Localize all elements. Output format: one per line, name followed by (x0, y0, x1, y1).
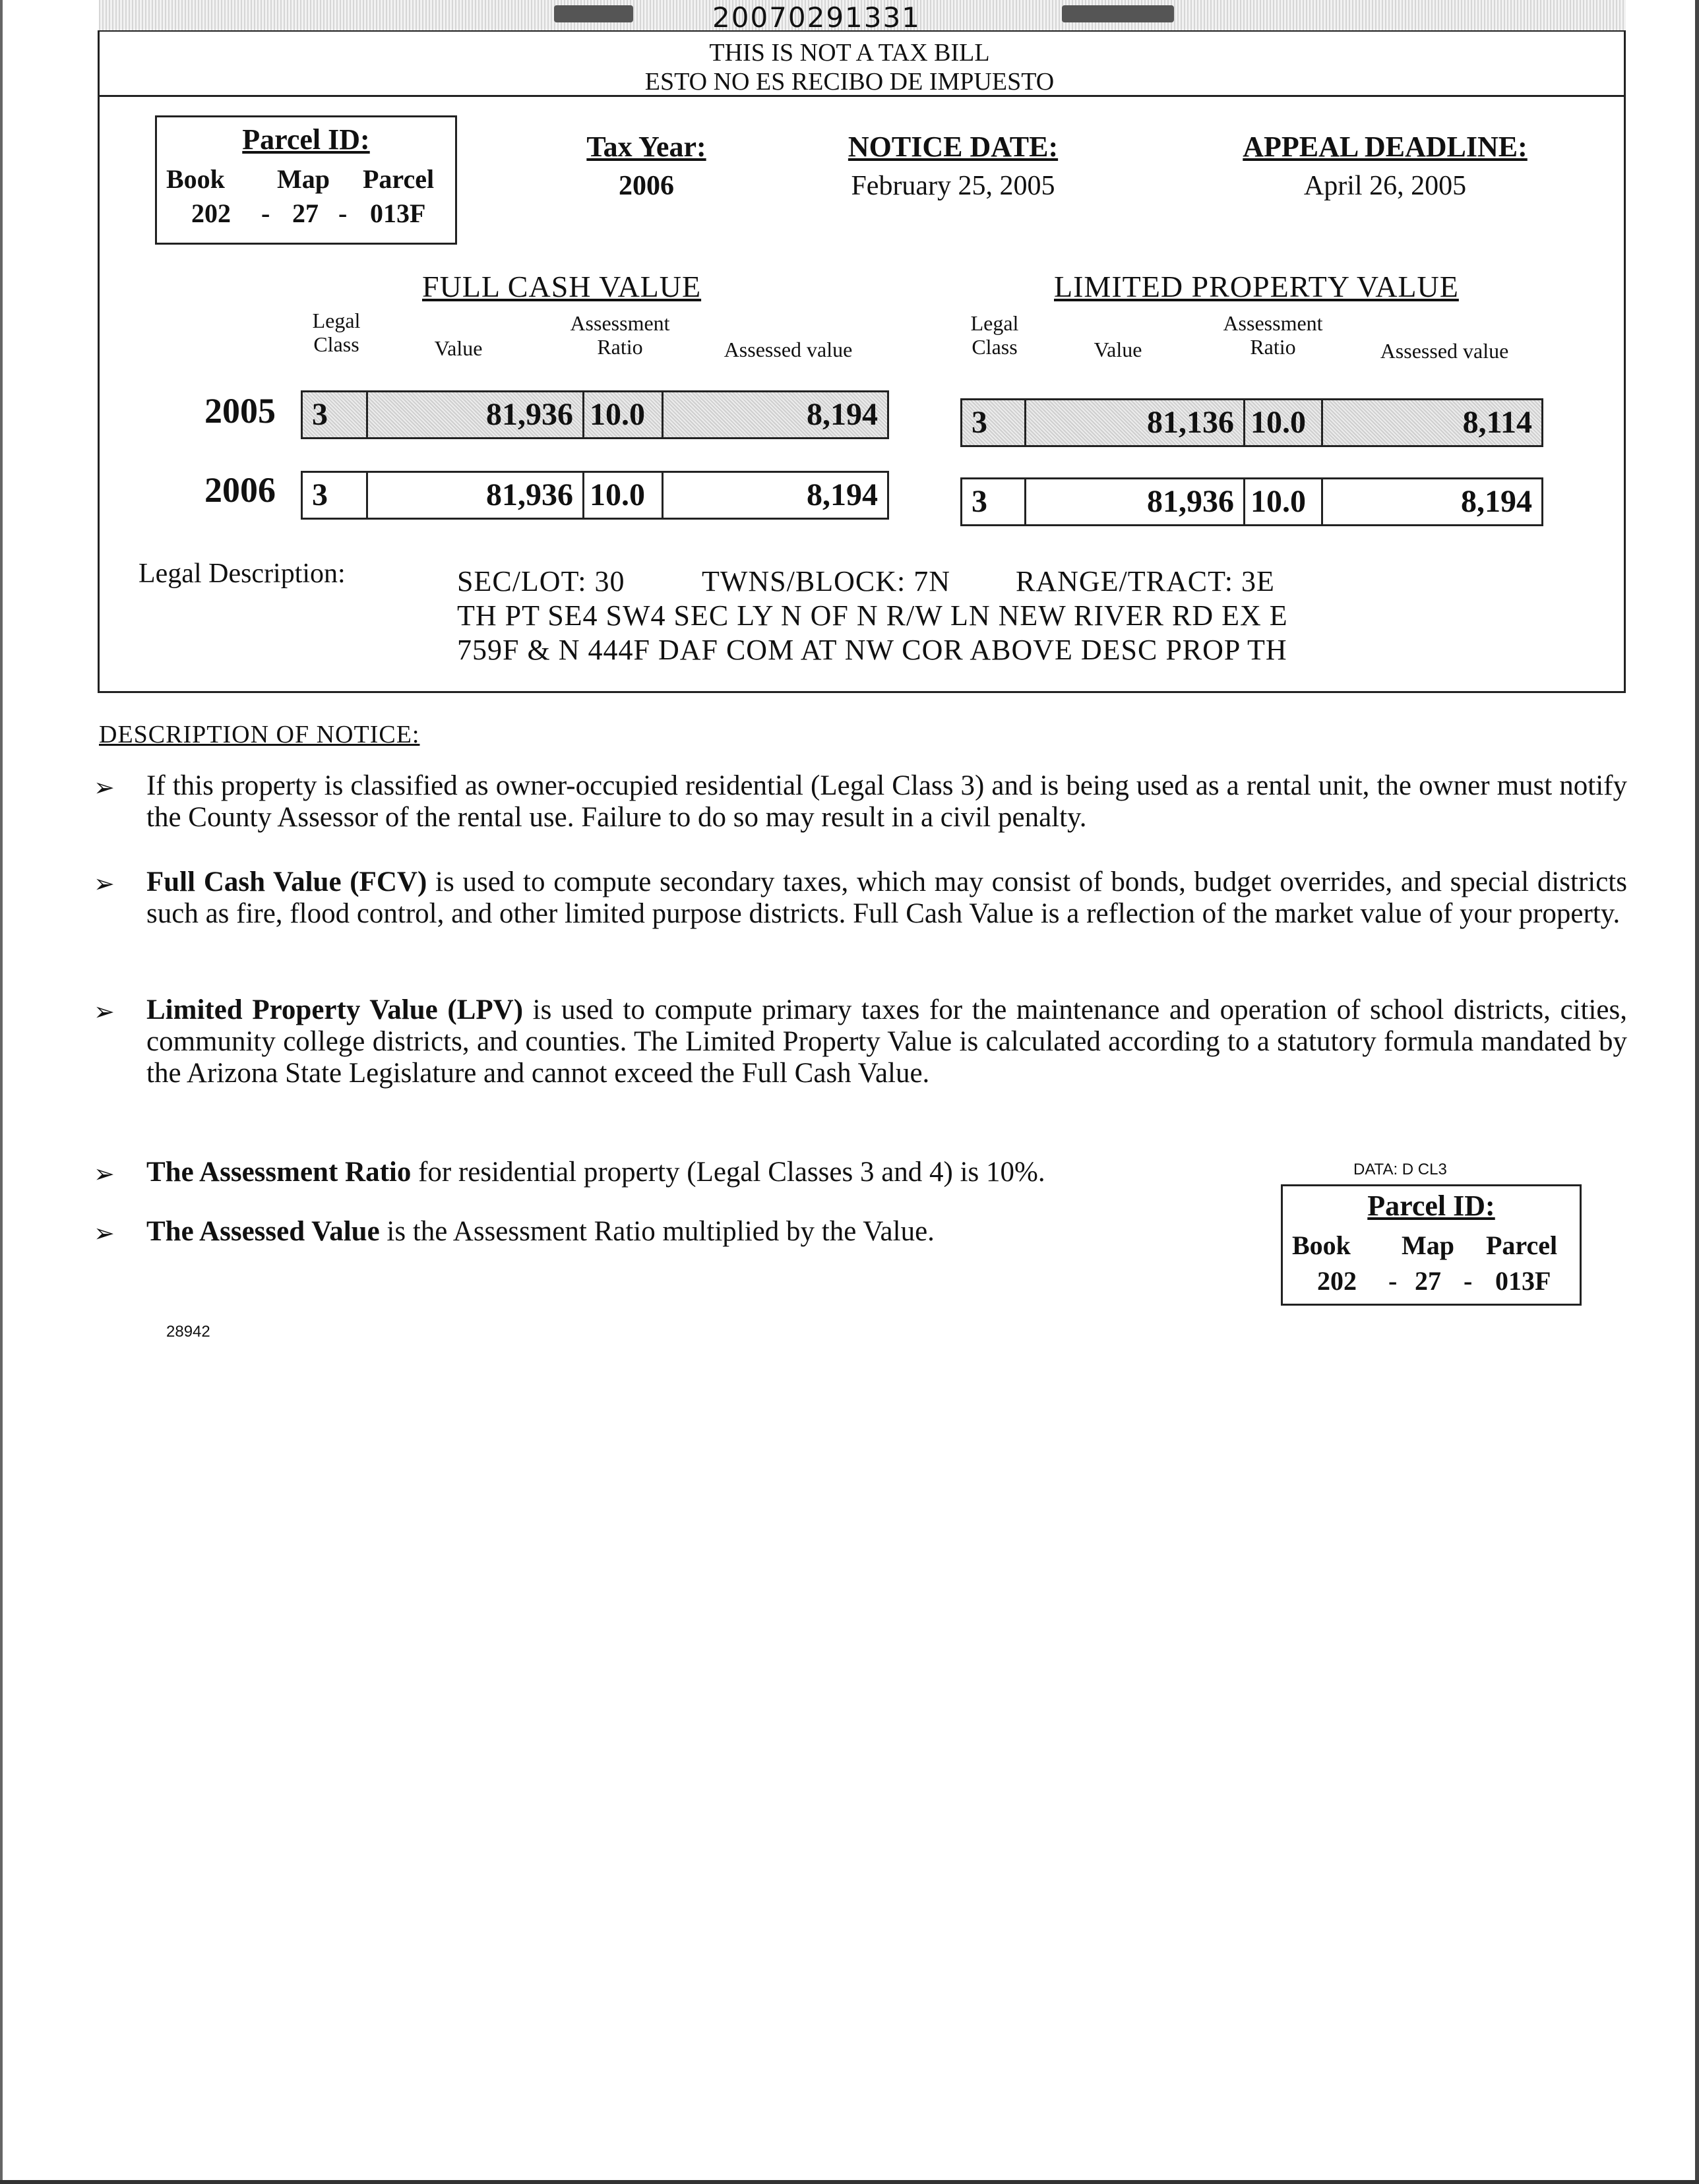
fcv-assessment-label: Assessment (570, 311, 670, 335)
legal-description-line-3: 759F & N 444F DAF COM AT NW COR ABOVE DESC PROP TH (457, 634, 1287, 666)
bullet-text: is used to compute secondary taxes, which may consist of bonds, budget overrides, and special districts such as fire, flood control, and other limited purpose districts. Full Cash Value is a reflection of the market value of your property. (146, 866, 1627, 929)
arrow-bullet-icon: ➢ (94, 1159, 115, 1188)
lpv-class-label: Class (972, 335, 1018, 359)
tax-year-value: 2006 (619, 171, 674, 201)
parcel-id-box-bottom (1281, 1184, 1582, 1306)
fcv-ratio-word: Ratio (597, 335, 643, 359)
ratio-cell: 10.0 (582, 392, 662, 437)
value-cell: 81,136 (1024, 400, 1243, 445)
ratio-cell: 10.0 (582, 473, 662, 518)
document-number: 20070291331 (712, 1, 921, 34)
bullet-limited-property-value (146, 994, 1627, 1089)
arrow-bullet-icon: ➢ (94, 773, 115, 802)
legal-class-cell: 3 (312, 477, 328, 512)
not-a-tax-bill-notice-spanish: ESTO NO ES RECIBO DE IMPUESTO (644, 68, 1055, 96)
page-edge-right (1695, 0, 1699, 2184)
lpv-ratio-word: Ratio (1250, 335, 1296, 359)
year-label: 2005 (204, 391, 276, 431)
parcel-header: Parcel (1486, 1230, 1558, 1260)
assessed-value-cell: 8,194 (662, 473, 887, 518)
legal-description-label: Legal Description: (139, 559, 346, 589)
fcv-row-2006 (301, 471, 889, 520)
bullet-text: If this property is classified as owner-occupied residential (Legal Class 3) and is being used as a rental unit, the owner must notify the County Assessor of the rental use. Failure to do so may result in a civil penalty. (146, 770, 1627, 833)
parcel-header: Parcel (363, 164, 435, 194)
separator: - (1464, 1266, 1473, 1296)
cut-off-heading-fragment (1062, 5, 1174, 22)
fcv-legal-class-label (297, 309, 376, 356)
bullet-bold: Full Cash Value (FCV) (146, 866, 427, 897)
year-label: 2006 (204, 470, 276, 510)
parcel-id-title: Parcel ID: (242, 123, 370, 156)
lpv-value-label: Value (1094, 338, 1142, 361)
notice-date-value: February 25, 2005 (851, 171, 1055, 201)
legal-class-cell: 3 (312, 397, 328, 432)
value-cell: 81,936 (366, 473, 582, 518)
assessed-value-cell: 8,114 (1321, 400, 1541, 445)
limited-property-value-title: LIMITED PROPERTY VALUE (1054, 270, 1459, 303)
assessed-value-cell: 8,194 (662, 392, 887, 437)
lpv-row-2005 (960, 398, 1543, 447)
fcv-value-label: Value (434, 336, 483, 360)
appeal-deadline-label: APPEAL DEADLINE: (1243, 131, 1528, 163)
sec-lot: SEC/LOT: 30 (457, 565, 625, 597)
arrow-bullet-icon: ➢ (94, 1219, 115, 1248)
cut-off-heading-fragment (554, 5, 633, 22)
bullet-bold: The Assessment Ratio (146, 1157, 412, 1188)
page-edge-bottom (0, 2180, 1699, 2184)
header-strip (99, 0, 1626, 32)
range-tract: RANGE/TRACT: 3E (1016, 565, 1275, 597)
twns-block: TWNS/BLOCK: 7N (702, 565, 950, 597)
fcv-row-2005 (301, 390, 889, 439)
parcel-id-title: Parcel ID: (1367, 1190, 1495, 1222)
not-a-tax-bill-notice: THIS IS NOT A TAX BILL (709, 39, 990, 67)
bullet-bold: The Assessed Value (146, 1216, 380, 1247)
map-header: Map (277, 164, 330, 194)
book-value: 202 (1317, 1266, 1357, 1296)
data-code: DATA: D CL3 (1353, 1161, 1447, 1178)
legal-class-cell: 3 (972, 405, 987, 440)
lpv-assessment-label: Assessment (1223, 311, 1323, 335)
legal-class-cell: 3 (972, 484, 987, 519)
lpv-legal-label: Legal (970, 311, 1019, 335)
lpv-row-2006 (960, 477, 1543, 526)
fcv-legal-label: Legal (312, 309, 361, 332)
notice-date-label: NOTICE DATE: (848, 131, 1059, 163)
value-cell: 81,936 (1024, 479, 1243, 524)
book-value: 202 (191, 198, 231, 228)
fcv-ratio-label (547, 311, 693, 359)
legal-description-line-2: TH PT SE4 SW4 SEC LY N OF N R/W LN NEW RIVER RD EX E (457, 599, 1288, 632)
separator: - (261, 198, 270, 228)
bullet-full-cash-value (146, 866, 1627, 930)
bullet-bold: Limited Property Value (LPV) (146, 994, 524, 1025)
fcv-class-label: Class (313, 332, 359, 356)
arrow-bullet-icon: ➢ (94, 997, 115, 1026)
assessed-value-cell: 8,194 (1321, 479, 1541, 524)
map-header: Map (1402, 1230, 1454, 1260)
appeal-deadline-value: April 26, 2005 (1303, 171, 1467, 201)
separator: - (338, 198, 348, 228)
separator: - (1388, 1266, 1398, 1296)
parcel-value: 013F (1495, 1266, 1551, 1296)
bullet-text: is the Assessment Ratio multiplied by the Value. (379, 1216, 935, 1247)
bullet-assessment-ratio (146, 1157, 1268, 1188)
book-header: Book (166, 164, 225, 194)
book-header: Book (1292, 1230, 1351, 1260)
parcel-id-box (155, 115, 457, 245)
arrow-bullet-icon: ➢ (94, 869, 115, 898)
bullet-assessed-value (146, 1216, 1268, 1248)
bullet-text: is used to compute primary taxes for the maintenance and operation of school districts, cities, community college districts, and counties. The Limited Property Value is calculated according to a statutory formula mandated by the Arizona State Legislature and cannot exceed the Full Cash Value. (146, 994, 1627, 1089)
value-cell: 81,936 (366, 392, 582, 437)
description-heading: DESCRIPTION OF NOTICE: (99, 721, 420, 748)
bullet-rental-notice (146, 770, 1627, 834)
bullet-text: for residential property (Legal Classes 3 and 4) is 10%. (411, 1157, 1045, 1188)
map-value: 27 (1415, 1266, 1441, 1296)
lpv-legal-class-label (955, 311, 1034, 359)
footer-code: 28942 (166, 1323, 210, 1341)
lpv-ratio-label (1200, 311, 1345, 359)
ratio-cell: 10.0 (1243, 479, 1321, 524)
lpv-assessed-value-label: Assessed value (1380, 339, 1509, 363)
parcel-value: 013F (370, 198, 426, 228)
ratio-cell: 10.0 (1243, 400, 1321, 445)
tax-year-label: Tax Year: (586, 131, 706, 163)
page-edge-left (0, 0, 3, 2184)
map-value: 27 (292, 198, 319, 228)
full-cash-value-title: FULL CASH VALUE (422, 270, 702, 303)
fcv-assessed-value-label: Assessed value (724, 338, 853, 361)
